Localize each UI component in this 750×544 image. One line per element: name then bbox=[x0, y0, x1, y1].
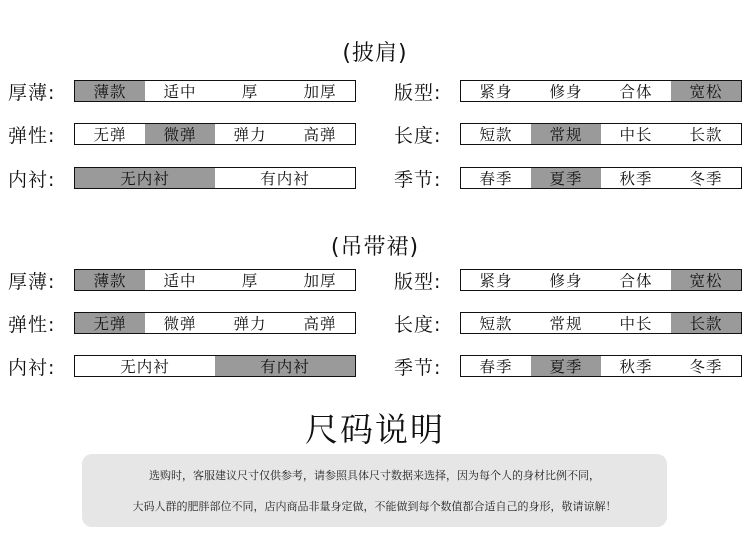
option-thick-2: 厚 bbox=[241, 272, 259, 290]
attr-length bbox=[394, 122, 742, 146]
option-length-0: 短款 bbox=[479, 126, 513, 144]
option-season-0: 春季 bbox=[479, 170, 513, 188]
attr-label: 季节: bbox=[394, 356, 442, 379]
attr-season bbox=[394, 166, 742, 190]
option-fit-0: 紧身 bbox=[479, 83, 513, 101]
option-fit-0: 紧身 bbox=[479, 272, 513, 290]
option-group-fit bbox=[460, 80, 742, 102]
option-thick-1: 适中 bbox=[163, 272, 197, 290]
option-lining-1: 有内衬 bbox=[260, 170, 310, 188]
option-elastic-3: 高弹 bbox=[303, 315, 337, 333]
option-group-thickness bbox=[74, 80, 356, 102]
attr-label: 厚薄: bbox=[8, 270, 56, 293]
option-length-2: 中长 bbox=[619, 126, 653, 144]
option-length-2: 中长 bbox=[619, 315, 653, 333]
option-fit-1: 修身 bbox=[549, 83, 583, 101]
attr-fit bbox=[394, 79, 742, 103]
size-note-box bbox=[82, 454, 667, 527]
option-fit-1: 修身 bbox=[549, 272, 583, 290]
attr-label: 内衬: bbox=[8, 168, 56, 191]
option-season-2: 秋季 bbox=[619, 170, 653, 188]
option-thick-1: 适中 bbox=[163, 83, 197, 101]
option-season-1: 夏季 bbox=[531, 356, 601, 376]
attr-label: 厚薄: bbox=[8, 81, 56, 104]
option-group-elasticity bbox=[74, 312, 356, 334]
option-group-fit bbox=[460, 269, 742, 291]
option-group-season bbox=[460, 167, 742, 189]
option-season-0: 春季 bbox=[479, 358, 513, 376]
option-elastic-3: 高弹 bbox=[303, 126, 337, 144]
option-length-1: 常规 bbox=[549, 315, 583, 333]
option-length-3: 长款 bbox=[689, 126, 723, 144]
option-length-1: 常规 bbox=[531, 124, 601, 144]
option-elastic-0: 无弹 bbox=[75, 313, 145, 333]
option-group-thickness bbox=[74, 269, 356, 291]
attr-elasticity bbox=[8, 311, 356, 335]
size-guide-title: 尺码说明 bbox=[305, 410, 445, 449]
attr-lining bbox=[8, 166, 356, 190]
attr-label: 长度: bbox=[394, 313, 442, 336]
option-lining-1: 有内衬 bbox=[215, 356, 355, 376]
option-lining-0: 无内衬 bbox=[120, 358, 170, 376]
option-group-length bbox=[460, 123, 742, 145]
option-group-elasticity bbox=[74, 123, 356, 145]
option-thick-3: 加厚 bbox=[303, 272, 337, 290]
attr-season bbox=[394, 354, 742, 378]
attr-thickness bbox=[8, 79, 356, 103]
attr-label: 弹性: bbox=[8, 313, 56, 336]
option-length-0: 短款 bbox=[479, 315, 513, 333]
option-season-3: 冬季 bbox=[689, 170, 723, 188]
option-fit-2: 合体 bbox=[619, 83, 653, 101]
size-note-line-1: 选购时，客服建议尺寸仅供参考，请参照具体尺寸数据来选择，因为每个人的身材比例不同， bbox=[149, 469, 600, 482]
option-elastic-1: 微弹 bbox=[163, 315, 197, 333]
section-title-slip-dress: (吊带裙) bbox=[330, 235, 420, 260]
attr-label: 长度: bbox=[394, 124, 442, 147]
option-thick-2: 厚 bbox=[241, 83, 259, 101]
attr-thickness bbox=[8, 268, 356, 292]
option-group-season bbox=[460, 355, 742, 377]
option-season-2: 秋季 bbox=[619, 358, 653, 376]
option-fit-2: 合体 bbox=[619, 272, 653, 290]
option-season-3: 冬季 bbox=[689, 358, 723, 376]
option-season-1: 夏季 bbox=[531, 168, 601, 188]
option-group-length bbox=[460, 312, 742, 334]
option-group-lining bbox=[74, 355, 356, 377]
attr-label: 版型: bbox=[394, 81, 442, 104]
option-fit-3: 宽松 bbox=[671, 270, 741, 290]
option-elastic-1: 微弹 bbox=[145, 124, 215, 144]
option-elastic-0: 无弹 bbox=[93, 126, 127, 144]
option-elastic-2: 弹力 bbox=[233, 126, 267, 144]
option-lining-0: 无内衬 bbox=[75, 168, 215, 188]
option-group-lining bbox=[74, 167, 356, 189]
attr-length bbox=[394, 311, 742, 335]
option-fit-3: 宽松 bbox=[671, 81, 741, 101]
size-note-line-2: 大码人群的肥胖部位不同，店内商品非量身定做，不能做到每个数值都合适自己的身形，敬请谅解！ bbox=[132, 500, 617, 513]
attr-fit bbox=[394, 268, 742, 292]
option-thick-0: 薄款 bbox=[75, 270, 145, 290]
attr-label: 季节: bbox=[394, 168, 442, 191]
attr-elasticity bbox=[8, 122, 356, 146]
attr-lining bbox=[8, 354, 356, 378]
attr-label: 版型: bbox=[394, 270, 442, 293]
option-length-3: 长款 bbox=[671, 313, 741, 333]
section-title-shawl: (披肩) bbox=[342, 41, 408, 66]
option-thick-3: 加厚 bbox=[303, 83, 337, 101]
option-elastic-2: 弹力 bbox=[233, 315, 267, 333]
attr-label: 弹性: bbox=[8, 124, 56, 147]
option-thick-0: 薄款 bbox=[75, 81, 145, 101]
attr-label: 内衬: bbox=[8, 356, 56, 379]
